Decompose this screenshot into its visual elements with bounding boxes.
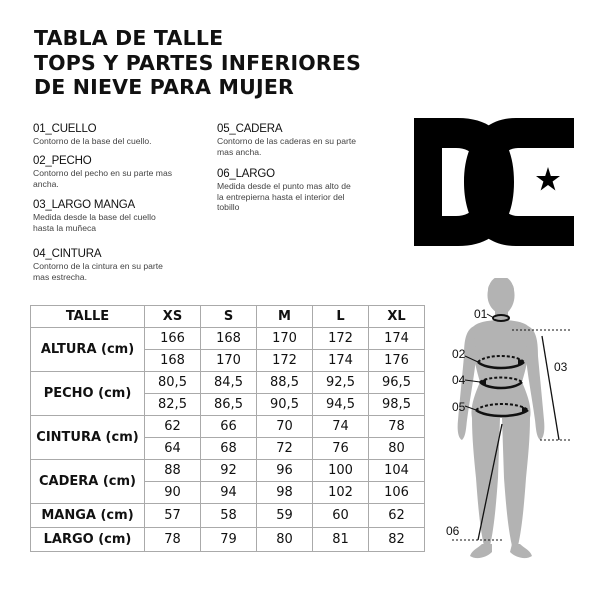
row-label: CINTURA (cm) xyxy=(31,416,145,460)
figure-label-neck: 01 xyxy=(474,307,488,321)
page-title xyxy=(34,26,361,100)
measure-desc: Contorno de la base del cuello. xyxy=(33,136,152,146)
table-cell: 62 xyxy=(369,504,425,528)
title-line-1: TABLA DE TALLE xyxy=(34,26,224,50)
measure-waist xyxy=(33,248,213,282)
table-cell: 68 xyxy=(201,438,257,460)
table-row xyxy=(31,460,425,482)
table-cell: 174 xyxy=(369,328,425,350)
table-header-cell: M xyxy=(257,306,313,328)
table-cell: 106 xyxy=(369,482,425,504)
measure-desc: Contorno del pecho en su parte mas ancha. xyxy=(33,168,173,189)
figure-label-sleeve: 03 xyxy=(554,360,568,374)
measure-desc: Contorno de la cintura en su parte mas estrecha. xyxy=(33,261,163,282)
table-cell: 168 xyxy=(145,350,201,372)
table-row xyxy=(31,528,425,552)
table-cell: 81 xyxy=(313,528,369,552)
table-cell: 174 xyxy=(313,350,369,372)
table-cell: 98 xyxy=(257,482,313,504)
table-header-cell: TALLE xyxy=(31,306,145,328)
table-cell: 64 xyxy=(145,438,201,460)
row-label: LARGO (cm) xyxy=(31,528,145,552)
table-cell: 76 xyxy=(313,438,369,460)
measure-code: 04_CINTURA xyxy=(33,248,102,260)
table-cell: 82,5 xyxy=(145,394,201,416)
table-cell: 94 xyxy=(201,482,257,504)
table-cell: 90,5 xyxy=(257,394,313,416)
table-cell: 62 xyxy=(145,416,201,438)
table-cell: 80,5 xyxy=(145,372,201,394)
measure-desc: Medida desde la base del cuello hasta la muñeca xyxy=(33,212,156,233)
measure-code: 02_PECHO xyxy=(33,155,92,167)
table-cell: 172 xyxy=(257,350,313,372)
size-table xyxy=(30,305,425,552)
table-header-cell: S xyxy=(201,306,257,328)
table-row xyxy=(31,372,425,394)
table-cell: 170 xyxy=(257,328,313,350)
table-cell: 94,5 xyxy=(313,394,369,416)
measure-code: 06_LARGO xyxy=(217,168,275,180)
measure-length xyxy=(217,168,397,213)
table-cell: 80 xyxy=(369,438,425,460)
table-cell: 172 xyxy=(313,328,369,350)
table-cell: 70 xyxy=(257,416,313,438)
table-cell: 96,5 xyxy=(369,372,425,394)
title-line-3: DE NIEVE PARA MUJER xyxy=(34,75,295,99)
table-row xyxy=(31,416,425,438)
table-cell: 82 xyxy=(369,528,425,552)
table-cell: 74 xyxy=(313,416,369,438)
figure-label-waist: 04 xyxy=(452,373,466,387)
measure-neck xyxy=(33,123,213,147)
row-label: MANGA (cm) xyxy=(31,504,145,528)
table-cell: 104 xyxy=(369,460,425,482)
table-cell: 168 xyxy=(201,328,257,350)
table-header-cell: XS xyxy=(145,306,201,328)
table-cell: 176 xyxy=(369,350,425,372)
body-silhouette-icon xyxy=(438,278,588,578)
row-label: ALTURA (cm) xyxy=(31,328,145,372)
table-cell: 78 xyxy=(369,416,425,438)
table-cell: 88 xyxy=(145,460,201,482)
table-cell: 59 xyxy=(257,504,313,528)
table-cell: 170 xyxy=(201,350,257,372)
table-cell: 60 xyxy=(313,504,369,528)
figure-label-length: 06 xyxy=(446,524,460,538)
table-cell: 78 xyxy=(145,528,201,552)
table-row xyxy=(31,328,425,350)
table-header-cell: L xyxy=(313,306,369,328)
table-cell: 86,5 xyxy=(201,394,257,416)
table-cell: 100 xyxy=(313,460,369,482)
table-header-cell: XL xyxy=(369,306,425,328)
dc-logo-icon xyxy=(414,118,574,246)
measure-code: 03_LARGO MANGA xyxy=(33,199,136,211)
measure-desc: Contorno de las caderas en su parte mas ancha. xyxy=(217,136,357,157)
table-cell: 92,5 xyxy=(313,372,369,394)
table-header-row xyxy=(31,306,425,328)
figure-label-chest: 02 xyxy=(452,347,466,361)
row-label: CADERA (cm) xyxy=(31,460,145,504)
table-row xyxy=(31,504,425,528)
table-cell: 92 xyxy=(201,460,257,482)
table-cell: 80 xyxy=(257,528,313,552)
table-cell: 58 xyxy=(201,504,257,528)
measure-code: 05_CADERA xyxy=(217,123,283,135)
table-cell: 166 xyxy=(145,328,201,350)
measure-hip xyxy=(217,123,397,157)
measure-code: 01_CUELLO xyxy=(33,123,97,135)
table-cell: 90 xyxy=(145,482,201,504)
measure-chest xyxy=(33,155,213,189)
table-cell: 88,5 xyxy=(257,372,313,394)
row-label: PECHO (cm) xyxy=(31,372,145,416)
table-cell: 102 xyxy=(313,482,369,504)
table-cell: 98,5 xyxy=(369,394,425,416)
table-cell: 72 xyxy=(257,438,313,460)
measure-desc: Medida desde el punto mas alto de la entrepierna hasta el interior del tobillo xyxy=(217,181,351,212)
table-cell: 57 xyxy=(145,504,201,528)
table-cell: 84,5 xyxy=(201,372,257,394)
table-cell: 66 xyxy=(201,416,257,438)
measure-sleeve xyxy=(33,199,213,233)
table-cell: 79 xyxy=(201,528,257,552)
title-line-2: TOPS Y PARTES INFERIORES xyxy=(34,50,362,75)
figure-label-hip: 05 xyxy=(452,400,466,414)
table-cell: 96 xyxy=(257,460,313,482)
